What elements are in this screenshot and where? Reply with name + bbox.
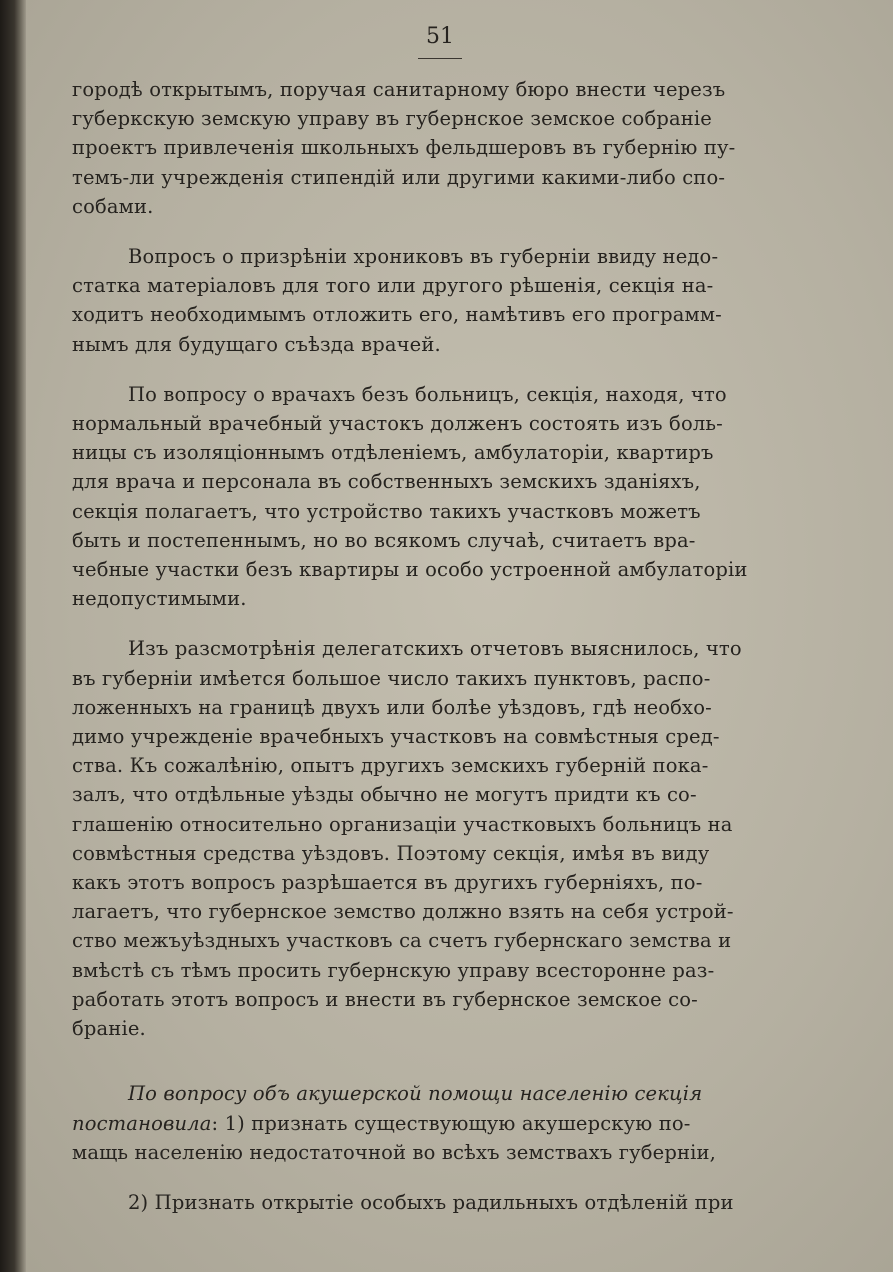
text-line: статка матеріаловъ для того или другого рѣшенія, секція на- [72, 274, 714, 298]
text-line: ложенныхъ на границѣ двухъ или болѣе уѣздовъ, гдѣ необхо- [72, 695, 712, 719]
text-line: глашенію относительно организаціи участковыхъ больницъ на [72, 812, 733, 836]
paragraph-5 [72, 1079, 800, 1167]
book-spine-shadow [0, 0, 26, 1272]
text-line: димо учрежденіе врачебныхъ участковъ на совмѣстныя сред- [72, 725, 720, 749]
paragraph-3 [72, 380, 800, 614]
text-line: какъ этотъ вопросъ разрѣшается въ другихъ губерніяхъ, по- [72, 871, 703, 895]
italic-heading-word: постановила [72, 1111, 212, 1135]
paragraph-6 [72, 1188, 800, 1217]
text-line: губеркскую земскую управу въ губернское земское собраніе [72, 107, 712, 131]
text-line: совмѣстныя средства уѣздовъ. Поэтому секція, имѣя въ виду [72, 841, 710, 865]
text-line [72, 1109, 800, 1138]
text-line: быть и постепеннымъ, но во всякомъ случаѣ, считаетъ вра- [72, 528, 696, 552]
paragraph-4 [72, 634, 800, 1043]
italic-heading-line: По вопросу объ акушерской помощи населенію секція [128, 1082, 703, 1106]
text-line: чебные участки безъ квартиры и особо устроенной амбулаторіи [72, 558, 748, 582]
text-line: залъ, что отдѣльные уѣзды обычно не могутъ придти къ со- [72, 783, 697, 807]
text-line: 2) Признать открытіе особыхъ радильныхъ отдѣленій при [128, 1190, 734, 1214]
text-line: браніе. [72, 1017, 146, 1041]
text-line: ходитъ необходимымъ отложить его, намѣтивъ его программ- [72, 303, 722, 327]
text-line: ство межъуѣздныхъ участковъ са счетъ губернскаго земства и [72, 929, 732, 953]
text-line: нормальный врачебный участокъ долженъ состоять изъ боль- [72, 412, 723, 436]
text-line: недопустимыми. [72, 587, 247, 611]
text-line: Изъ разсмотрѣнія делегатскихъ отчетовъ выяснилось, что [128, 637, 742, 661]
text-line: ства. Къ сожалѣнію, опытъ другихъ земскихъ губерній пока- [72, 754, 709, 778]
text-line: для врача и персонала въ собственныхъ земскихъ зданіяхъ, [72, 470, 701, 494]
text-line: городѣ открытымъ, поручая санитарному бюро внести черезъ [72, 78, 726, 101]
text-line: ницы съ изоляціоннымъ отдѣленіемъ, амбулаторіи, квартиръ [72, 441, 714, 465]
text-line: вмѣстѣ съ тѣмъ просить губернскую управу всесторонне раз- [72, 958, 715, 982]
text-fragment: : 1) признать существующую акушерскую по- [211, 1111, 691, 1135]
page-number: 51 [72, 20, 800, 59]
text-line: лагаетъ, что губернское земство должно взять на себя устрой- [72, 900, 734, 924]
text-line: мащь населенію недостаточной во всѣхъ земствахъ губерніи, [72, 1140, 716, 1164]
text-line: работать этотъ вопросъ и внести въ губернское земское со- [72, 987, 698, 1011]
page-content [72, 20, 800, 1217]
text-line: Вопросъ о призрѣніи хрониковъ въ губерніи ввиду недо- [128, 245, 719, 269]
text-line: собами. [72, 194, 154, 218]
paragraph-1 [72, 75, 800, 221]
text-line: темъ-ли учрежденія стипендій или другими какими-либо спо- [72, 165, 726, 189]
text-line: въ губерніи имѣется большое число такихъ пунктовъ, распо- [72, 666, 711, 690]
text-line: По вопросу о врачахъ безъ больницъ, секція, находя, что [128, 382, 727, 406]
text-line: секція полагаетъ, что устройство такихъ участковъ можетъ [72, 499, 701, 523]
paragraph-2 [72, 242, 800, 359]
text-line: проектъ привлеченія школьныхъ фельдшеровъ въ губернію пу- [72, 136, 736, 160]
text-line: нымъ для будущаго съѣзда врачей. [72, 332, 441, 356]
